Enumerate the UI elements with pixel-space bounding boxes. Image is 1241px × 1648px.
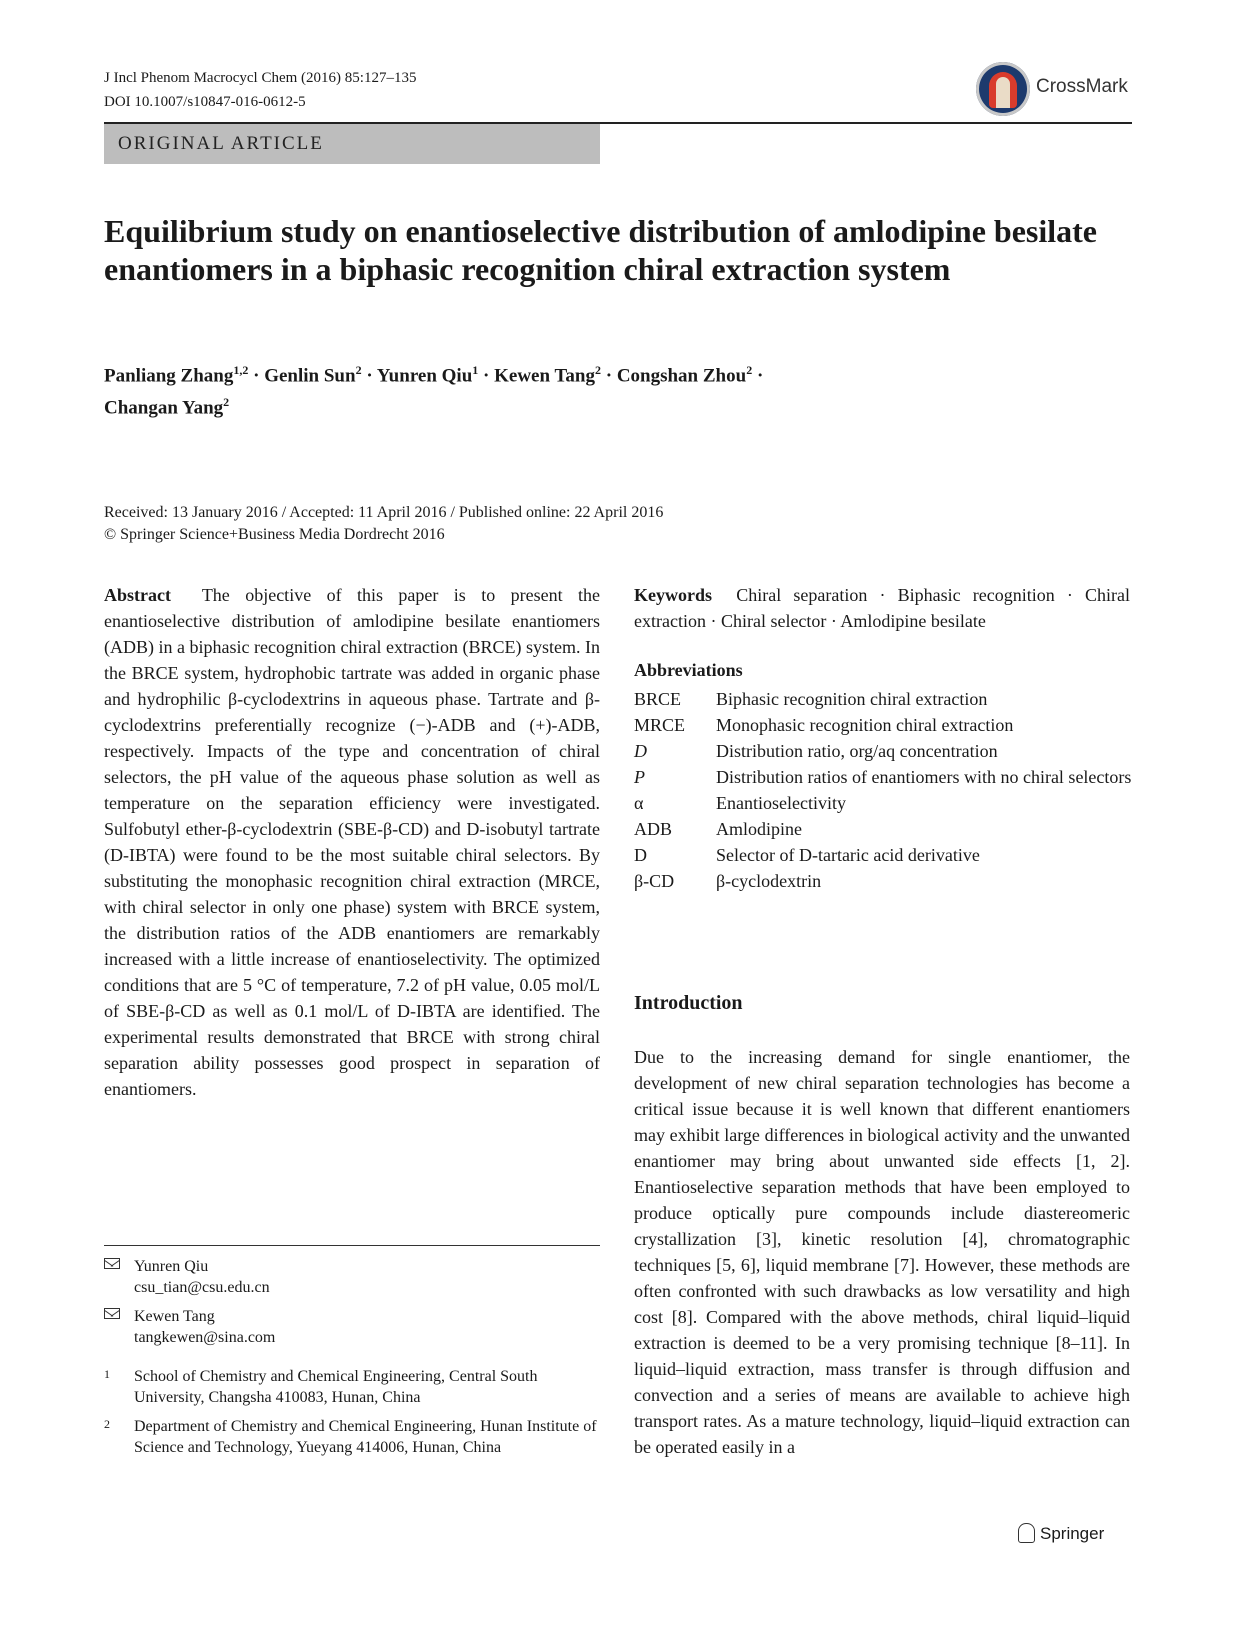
introduction-text: Due to the increasing demand for single enantiomer, the development of new chiral separation technologies has become a critical issue because it is well known that different enantiomers may exhibit large differences in biological activity and the unwanted enantiomer may bring about unwanted side effects [1, 2]. Enantioselective separation methods that have been employed to produce optically pure compounds include diastereomeric crystallization [3], kinetic resolution [4], chromatographic techniques [5, 6], liquid membrane [7]. However, these methods are often confronted with such drawbacks as low versatility and high cost [8]. Compared with the above methods, chiral liquid–liquid extraction is deemed to be a very promising technique [8–11]. In liquid–liquid extraction, mass transfer is through diffusion and convection and a series of means are available to achieve high transport rates. As a mature technology, liquid–liquid extraction can be operated easily in a [634,1047,1130,1457]
author-list [104,357,904,422]
correspondent-email[interactable]: csu_tian@csu.edu.cn [134,1279,270,1296]
abbreviations-table [634,686,1134,894]
journal-citation: J Incl Phenom Macrocycl Chem (2016) 85:127–135 [104,70,417,86]
correspondence-entry [104,1306,275,1348]
abbreviation-value: Selector of D-tartaric acid derivative [716,845,980,865]
abbreviation-value: β-cyclodextrin [716,871,822,891]
history-dates: Received: 13 January 2016 / Accepted: 11 April 2016 / Published online: 22 April 2016 [104,504,664,521]
keywords-text: Chiral separation · Biphasic recognition · Chiral extraction · Chiral selector · Amlodipine besilate [634,585,1131,631]
publisher-logo [1040,1524,1104,1544]
author-separator: · [478,365,495,387]
crossmark-badge[interactable] [976,62,1132,118]
abstract-text: The objective of this paper is to present the enantioselective distribution of amlodipine besilate enantiomers (ADB) in a biphasic recognition chiral extraction (BRCE) system. In the BRCE system, hydrophobic tartrate was added in organic phase and hydrophilic β-cyclodextrins in aqueous phase. Tartrate and β-cyclodextrins preferentially recognize (−)-ADB and (+)-ADB, respectively. Impacts of the type and concentration of chiral selectors, the pH value of the aqueous phase solution as well as temperature on the separation efficiency were investigated. Sulfobutyl ether-β-cyclodextrin (SBE-β-CD) and D-isobutyl tartrate (D-IBTA) were found to be the most suitable chiral selectors. By substituting the monophasic recognition chiral extraction (MRCE, with chiral selector in only one phase) system with BRCE system, the distribution ratios of the ADB enantiomers are remarkably increased with a little increase of enantioselectivity. The optimized conditions that are 5 °C of temperature, 7.2 of pH value, 0.05 mol/L of SBE-β-CD as well as 0.1 mol/L of D-IBTA are identified. The experimental results demonstrated that BRCE with strong chiral separation ability possesses good prospect in separation of enantiomers. [104,585,601,1099]
abbreviation-row [634,764,1134,790]
copyright: © Springer Science+Business Media Dordrecht 2016 [104,526,445,543]
abbreviation-key: BRCE [634,689,682,709]
abbreviation-value: Enantioselectivity [716,793,846,813]
abbreviation-row [634,686,1134,712]
author-affiliation: 2 [746,363,753,377]
footnote-rule [104,1245,600,1246]
abbreviation-key: D [634,741,647,761]
abbreviation-row [634,816,1134,842]
springer-horse-icon [1018,1523,1035,1543]
abbreviation-key: P [634,767,645,787]
abbreviation-value: Amlodipine [716,819,802,839]
envelope-icon [104,1308,120,1319]
correspondent-email[interactable]: tangkewen@sina.com [134,1329,276,1346]
author-name[interactable]: Genlin Sun [264,365,356,387]
abbreviation-row [634,712,1134,738]
journal-meta [104,66,416,114]
abbreviations-heading: Abbreviations [634,660,743,680]
correspondent-name: Yunren Qiu [134,1258,209,1275]
abbreviation-key: D [634,845,647,865]
abbreviation-value: Monophasic recognition chiral extraction [716,715,1014,735]
author-separator: · [600,365,617,387]
author-affiliation: 1 [472,363,479,377]
correspondent-name: Kewen Tang [134,1308,215,1325]
author-affiliation: 2 [355,363,362,377]
abbreviation-row [634,738,1134,764]
abbreviation-row [634,842,1134,868]
keywords [634,582,1130,634]
abbreviation-key: ADB [634,819,673,839]
affiliation [104,1366,600,1408]
author-name[interactable]: Congshan Zhou [616,365,747,387]
affiliation-number: 1 [104,1367,110,1381]
abbreviation-value: Biphasic recognition chiral extraction [716,689,988,709]
abbreviation-key: β-CD [634,871,675,891]
author-separator: · [361,365,377,387]
abbreviation-value: Distribution ratio, org/aq concentration [716,741,998,761]
abbreviation-key: MRCE [634,715,686,735]
author-line-1 [104,357,904,389]
abstract-label: Abstract [104,585,171,605]
publication-dates [104,502,663,546]
correspondence-entry [104,1256,270,1298]
article-type-banner: ORIGINAL ARTICLE [104,124,600,164]
crossmark-label: CrossMark [1036,76,1128,97]
author-affiliation: 2 [594,363,601,377]
abbreviation-value: Distribution ratios of enantiomers with no chiral selectors [716,767,1132,787]
introduction-heading: Introduction [634,992,743,1014]
article-title: Equilibrium study on enantioselective distribution of amlodipine besilate enantiomers in a biphasic recognition chiral extraction system [104,213,1097,287]
publisher-name: Springer [1040,1524,1105,1543]
envelope-icon [104,1258,120,1269]
affiliation-number: 2 [104,1417,110,1431]
author-name[interactable]: Kewen Tang [494,365,595,387]
author-name[interactable]: Changan Yang [104,397,224,419]
keywords-label: Keywords [634,585,712,605]
abbreviation-row [634,790,1134,816]
author-name[interactable]: Panliang Zhang [104,365,234,387]
author-separator: · [248,365,265,387]
abstract [104,582,600,1102]
crossmark-icon [976,62,1030,116]
author-line-2 [104,389,904,421]
abbreviation-key: α [634,793,644,813]
author-affiliation: 2 [223,395,230,410]
affiliation-text: School of Chemistry and Chemical Engineering, Central South University, Changsha 410083, Hunan, China [134,1368,538,1406]
author-separator: · [752,365,764,387]
abbreviation-row [634,868,1134,894]
affiliation-text: Department of Chemistry and Chemical Engineering, Hunan Institute of Science and Technology, Yueyang 414006, Hunan, China [134,1418,597,1456]
author-name[interactable]: Yunren Qiu [376,365,473,387]
author-affiliation: 1,2 [233,363,249,377]
doi[interactable]: DOI 10.1007/s10847-016-0612-5 [104,94,306,110]
affiliation [104,1416,600,1458]
